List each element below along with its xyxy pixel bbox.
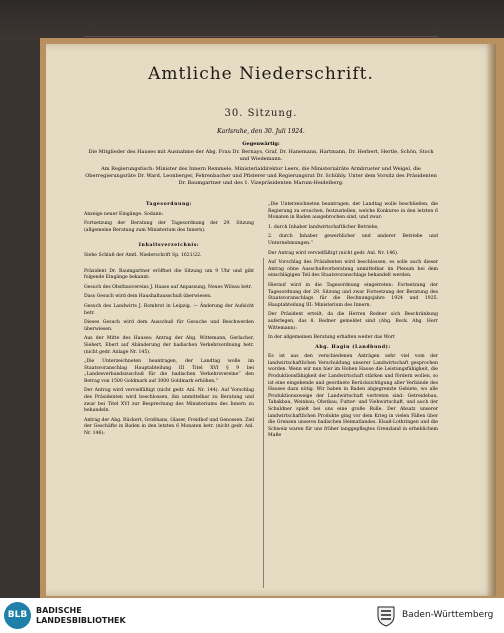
footer-bar [0, 598, 504, 633]
paragraph: Hierauf wird in die Tagesordnung eingetreten: Fortsetzung der Tagesordnung der 29. Sitzung und zwar Fortsetzung der Beratung des Staatsvoranschlags für die Rechnungsjahre 1924 und 1925. Hauptabteilung III: Ministerium des Innern. [268, 282, 438, 308]
page-gutter-shadow [486, 44, 496, 596]
paragraph: „Die Unterzeichneten beantragen, der Landtag wolle beschließen, die Regierung zu ersuchen, festzustellen, welche Konkurse in den letzten 6 Monaten in Baden ausgebrochen sind, und zwar: [268, 202, 438, 221]
library-name-line1: BADISCHE [36, 606, 82, 615]
paragraph: Aus der Mitte des Hauses: Antrag der Abg. Wittemann, Gerlacher, Siebert, Ebert auf Abänderung der badischen Verkehrsordnung betr. (nicht gedr. Anlage Nr. 145). [84, 336, 254, 355]
paragraph: Der Antrag wird vervielfältigt (nicht gedr. Anl. Nr. 146). [268, 250, 399, 256]
agenda-item: Anzeige neuer Eingänge. Sodann: [84, 211, 164, 217]
header-rule [84, 36, 438, 37]
page-number-right: 1560 [421, 25, 438, 32]
right-column [268, 202, 438, 602]
blb-logo[interactable]: BLB [4, 602, 31, 629]
contents-heading: Inhaltsverzeichnis: [138, 243, 200, 249]
library-name [36, 606, 126, 626]
paragraph: Dieses Gesuch wird dem Ausschuß für Gesuche und Beschwerden überwiesen. [84, 320, 254, 332]
state-name[interactable]: Baden-Württemberg [402, 610, 494, 620]
state-emblem-icon [375, 605, 397, 627]
paragraph: Der Präsident erteilt, da die Herren Redner sich Beschränkung auferlegen, das 8. Redner gemeldet sind (Abg. Bock. Abg. Herr Wittemann): [268, 312, 438, 331]
paragraph: Der Antrag wird vervielfältigt (nicht gedr. Anl. Nr. 144). Auf Vorschlag des Präsidenten wird beschlossen, ihn unmittelbar zu Beratung und zwar bei Titel XVI zur Besprechung des Ministeriums des Innern zu behandeln. [84, 388, 254, 414]
page-number-left: 1559 [84, 25, 101, 32]
agenda-item: Fortsetzung der Beratung der Tagesordnung der 29. Sitzung (allgemeine Beratung zum Ministerium des Innern). [84, 221, 254, 233]
paragraph: „Die Unterzeichneten beantragen, der Landtag wolle im Staatsvoranschlag Hauptabteilung III Titel XVI § 9 bei „Landesverbandszuschuß für die badischen Verkehrsvereine“ den Betrag von 1500 Goldmark auf 3000 Goldmark erhöhen.“ [84, 359, 254, 384]
dateline: Karlsruhe, den 30. Juli 1924. [217, 128, 305, 135]
paragraph: Antrag der Abg. Rückert, Großhans, Glaser, Freidhof und Genossen. Ziel der Geschäfte in Baden in den letzten 6 Monaten betr. (nicht gedr. Anl. Nr. 146): [84, 417, 254, 437]
document-title: Amtliche Niederschrift. [148, 64, 374, 84]
paragraph: Gesuch des Obstbauvereins J. Haase auf Anpassung, Neues Wilsau betr. [84, 284, 252, 290]
list-item: 1. durch Inhaber landwirtschaftlicher Betriebe, [268, 224, 379, 230]
running-header-title: Badischer Landtag. — 30. Sitzung. Mittwoch, 30. Juli 1924. [178, 25, 344, 31]
paragraph: Gesuch des Landwirts J. Rombrot in Leipzig. — Änderung der Aufsicht betr. [84, 303, 254, 316]
agenda-heading: Tagesordnung: [145, 202, 193, 207]
list-item: 2. durch Inhaber gewerblicher und anderer Betriebe und Unternehmungen.“ [268, 234, 438, 246]
present-government: Am Regierungstisch: Minister des Innern Remmele, Ministerialdirektor Leers, die Ministerialräte Armbruster und Weigel, die Oberregierungsräte Dr. Ward, Leonberger, Fehrenbacher und Pfisterer und Regierungsrat Dr. Schühly. Unter dem Vorsitz des Präsidenten Dr. Baumgartner und des 1. Vizepräsidenten Marum-Heidelberg. [85, 166, 437, 186]
session-heading: 30. Sitzung. [224, 108, 298, 119]
running-header [84, 25, 438, 35]
speaker-heading: Abg. Hagin (Landbund): [315, 344, 391, 350]
library-name-line2: LANDESBIBLIOTHEK [36, 616, 126, 625]
column-divider [263, 258, 264, 588]
present-heading: Gegenwärtig: [242, 141, 280, 147]
present-members: Die Mitglieder des Hauses mit Ausnahme der Abg. Frau Dr. Bernays, Graf, Dr. Hanemann, Hartmann, Dr. Herbert, Hertle, Schön, Stock und Wiedemann. [88, 149, 434, 162]
paragraph: Auf Vorschlag des Präsidenten wird beschlossen, es solle auch dieser Antrag ohne Ausschußvorberatung unmittelbar im Plenum bei dem einschlägigen Teil des Staatsvoranschlags behandelt werden. [268, 260, 438, 279]
paragraph: In der allgemeinen Beratung erhalten weiter das Wort [268, 335, 395, 341]
paragraph: Es ist aus den verschiedenen Anträgen sehr viel vom der landwirtschaftlichen Verschuldung unserer Landwirtschaft gesprochen worden. Wenn wir nun hier im Hohen Hause die Leistungsfähigkeit, die Produktionsfähigkeit der Landwirtschaft stärken und fördern wollen, so ist eine eingehende und geordnete Berücksichtigung aller Verbände des Hauses dazu nötig. Wir haben in Baden abgegrenzte Gebiete, wo alle Produktionszweige der Landwirtschaft vertreten sind: Getreidebau, Tabakbau, Weinbau, Obstbau, Futter- und Viehwirtschaft, und auch der Schuldner spielt bei uns eine große Rolle. Der Absatz unserer landwirtschaftlichen Produkte ging vor dem Krieg in vielen Fällen über die Grenzen unseres badischen Heimatlandes. Elsaß-Lothringen und die Schweiz waren für uns früher langgepflegtes Grenzland in erheblichem Maße [268, 354, 438, 439]
left-column [84, 202, 254, 602]
contents-entry: Siehe Schluß der Amtl. Niederschrift Sp. 1621/22. [84, 252, 202, 258]
paragraph: Dass Gesuch wird dem Haushaltausschuß überwiesen. [84, 294, 212, 300]
paragraph: Präsident Dr. Baumgartner eröffnet die Sitzung um 9 Uhr und gibt folgende Eingänge bekannt: [84, 268, 254, 281]
